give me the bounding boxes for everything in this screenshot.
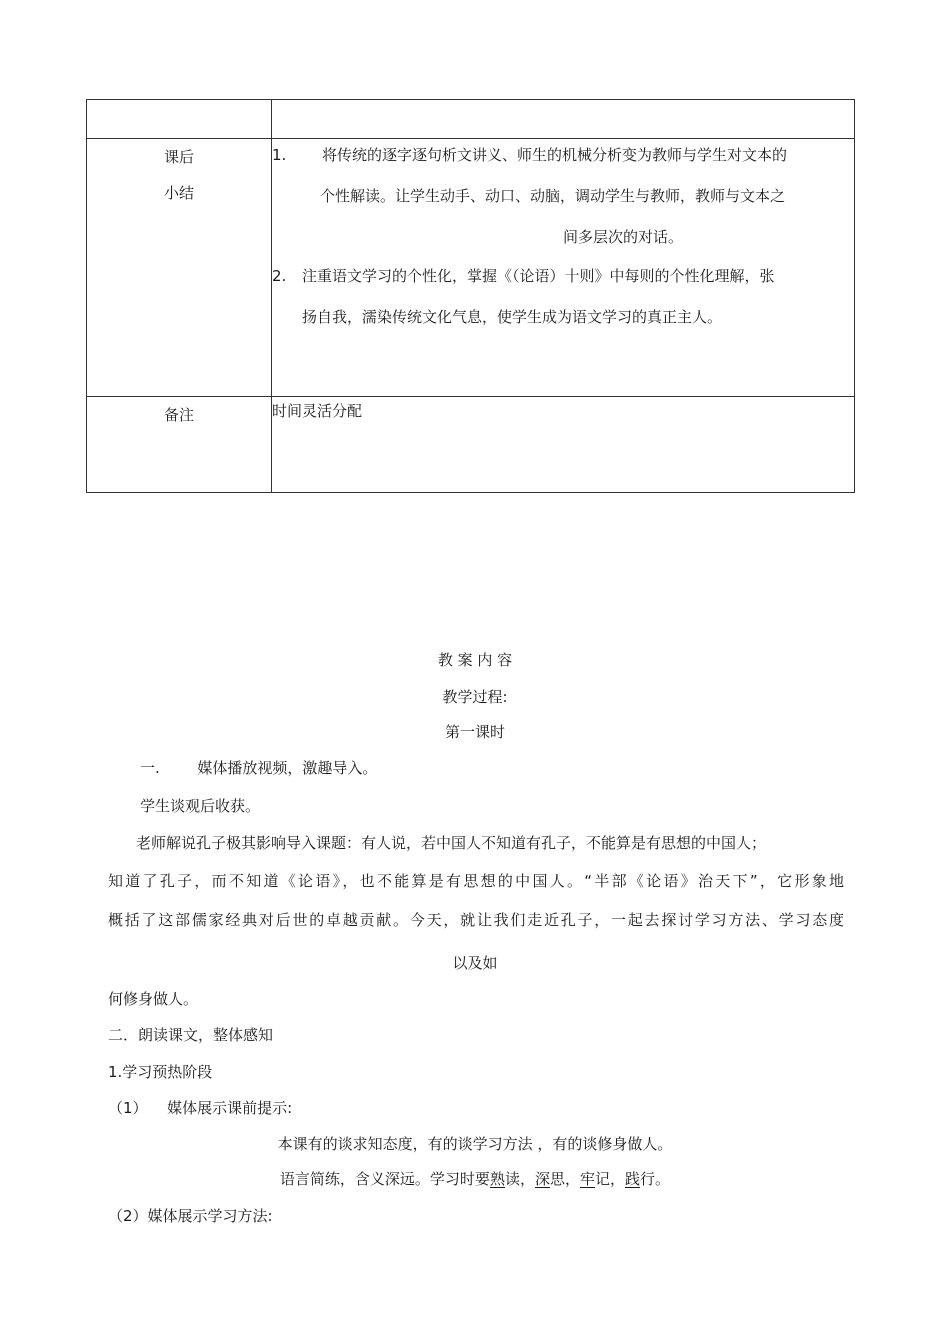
table-row-note <box>87 397 855 493</box>
note-text: 时间灵活分配 <box>272 402 363 420</box>
note-content <box>272 397 855 493</box>
hint2-part-b: 读， <box>504 1170 535 1188</box>
empty-content-cell <box>272 100 855 139</box>
student-line: 学生谈观后收获。 <box>140 797 261 815</box>
hint2-underlined-3: 牢 <box>580 1170 596 1188</box>
section1-heading <box>140 757 377 778</box>
hint-line-1: 本课有的谈求知态度，有的谈学习方法 ，有的谈修身做人。 <box>277 1135 673 1153</box>
note-label: 备注 <box>87 397 272 493</box>
table-row-summary <box>87 139 855 397</box>
summary-item-1-line3: 间多层次的对话。 <box>562 228 683 246</box>
intro-line-3: 概括了这部儒家经典对后世的卓越贡献。今天，就让我们走近孔子，一起去探讨学习方法、学习态度 <box>108 911 844 929</box>
summary-item-2 <box>272 256 854 338</box>
hint2-part-d: 记， <box>595 1170 626 1188</box>
summary-item-1-line2: 个性解读。让学生动手、动口、动脑，调动学生与教师，教师与文本之 <box>320 187 786 205</box>
intro-line-4: 以及如 <box>452 954 498 972</box>
media1-text: 媒体展示课前提示: <box>167 1099 293 1117</box>
summary-item-1-num: 1. <box>272 146 287 164</box>
summary-content <box>272 139 855 397</box>
section1-num: 一. <box>140 759 160 777</box>
intro-line-5: 何修身做人。 <box>108 990 199 1008</box>
media2-line: （2）媒体展示学习方法: <box>108 1207 273 1225</box>
hint2-underlined-2: 深 <box>534 1170 550 1188</box>
hint2-part-e: 行。 <box>640 1170 671 1188</box>
summary-item-1-line1: 将传统的逐字逐句析文讲义、师生的机械分析变为教师与学生对文本的 <box>322 146 788 164</box>
hint2-part-c: 思， <box>549 1170 580 1188</box>
stage1-heading: 1.学习预热阶段 <box>108 1063 213 1081</box>
section1-text: 媒体播放视频，激趣导入。 <box>197 759 378 777</box>
summary-item-2-line2: 扬自我，濡染传统文化气息，使学生成为语文学习的真正主人。 <box>302 308 723 326</box>
hint-line-2 <box>0 1168 950 1189</box>
page-subtitle: 教学过程: <box>442 688 508 706</box>
hint2-underlined-1: 熟 <box>489 1170 505 1188</box>
summary-label-line1: 课后 <box>163 148 194 166</box>
page-title: 教 案 内 容 <box>437 651 513 669</box>
summary-label-line2: 小结 <box>163 184 194 202</box>
intro-line-2: 知道了孔子，而不知道《论语》，也不能算是有思想的中国人。“半部《论语》治天下”，它形象地 <box>108 872 844 890</box>
intro-line-1: 老师解说孔子极其影响导入课题：有人说，若中国人不知道有孔子，不能算是有思想的中国人； <box>136 834 767 852</box>
summary-item-1 <box>272 135 854 258</box>
lesson-plan-table <box>86 99 855 493</box>
empty-label-cell <box>87 100 272 139</box>
summary-item-2-num: 2. <box>272 267 287 285</box>
section2-heading: 二．朗读课文，整体感知 <box>108 1026 274 1044</box>
summary-item-2-line1: 注重语文学习的个性化，掌握《（论语）十则》中每则的个性化理解，张 <box>302 267 775 285</box>
lesson-title: 第一课时 <box>444 723 505 741</box>
media1-line <box>108 1097 292 1118</box>
hint2-part-a: 语言简练，含义深远。学习时要 <box>279 1170 490 1188</box>
hint2-underlined-4: 践 <box>625 1170 641 1188</box>
table-row-empty <box>87 100 855 139</box>
media1-num: （1） <box>108 1099 148 1117</box>
summary-label <box>87 139 272 397</box>
